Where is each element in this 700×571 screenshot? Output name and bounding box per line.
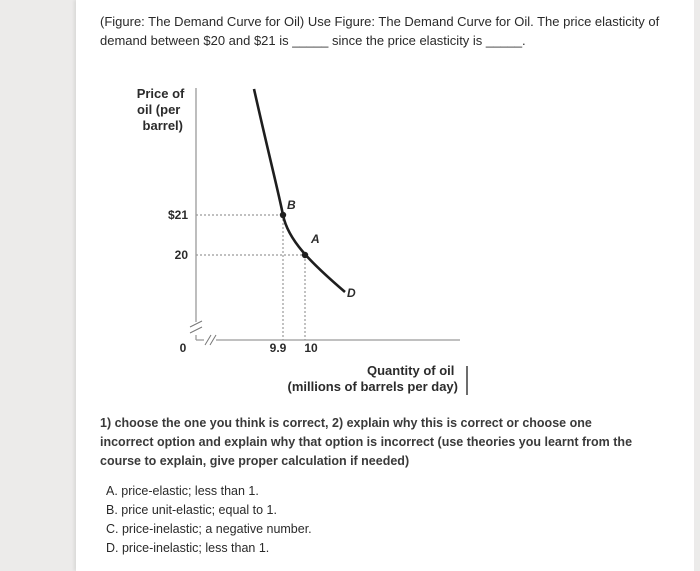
x-axis-label	[288, 363, 459, 394]
option-b[interactable]: B. price unit-elastic; equal to 1.	[106, 503, 277, 517]
y-axis-break	[190, 321, 202, 333]
option-d[interactable]: D. price-inelastic; less than 1.	[106, 541, 270, 555]
x-axis-label-line-2: (millions of barrels per day)	[287, 379, 458, 394]
x-axis-label-line-1: Quantity of oil	[366, 363, 455, 378]
demand-curve-label: D	[347, 286, 356, 300]
point-b-marker	[280, 212, 286, 218]
point-a-label: A	[311, 232, 320, 246]
option-c[interactable]: C. price-inelastic; a negative number.	[106, 522, 312, 536]
y-tick-label-21: $21	[167, 208, 188, 222]
y-tick-label-20: 20	[174, 248, 188, 262]
y-axis-label	[137, 86, 188, 133]
x-axis-break	[205, 335, 216, 345]
y-axis-label-line-3: barrel)	[142, 118, 183, 133]
point-a-marker	[302, 252, 308, 258]
question-text: (Figure: The Demand Curve for Oil) Use Figure: The Demand Curve for Oil. The price elasticity of demand between $20 and $21 is _____ since the price elasticity is _____.	[100, 14, 660, 48]
y-axis-label-line-1: Price of	[136, 86, 185, 101]
x-tick-label-9-9: 9.9	[269, 341, 287, 355]
answer-options	[106, 482, 312, 558]
demand-curve-line	[254, 89, 345, 292]
instructions-text: 1) choose the one you think is correct, 2) explain why this is correct or choose one incorrect option and explain why that option is incorrect (use theories you learnt from the course to explain, give proper calculation if needed)	[100, 416, 633, 468]
x-tick-label-10: 10	[304, 341, 318, 355]
y-axis-label-line-2: oil (per	[137, 102, 181, 117]
origin-label: 0	[179, 341, 187, 355]
option-a[interactable]: A. price-elastic; less than 1.	[106, 484, 259, 498]
point-b-label: B	[287, 198, 296, 212]
